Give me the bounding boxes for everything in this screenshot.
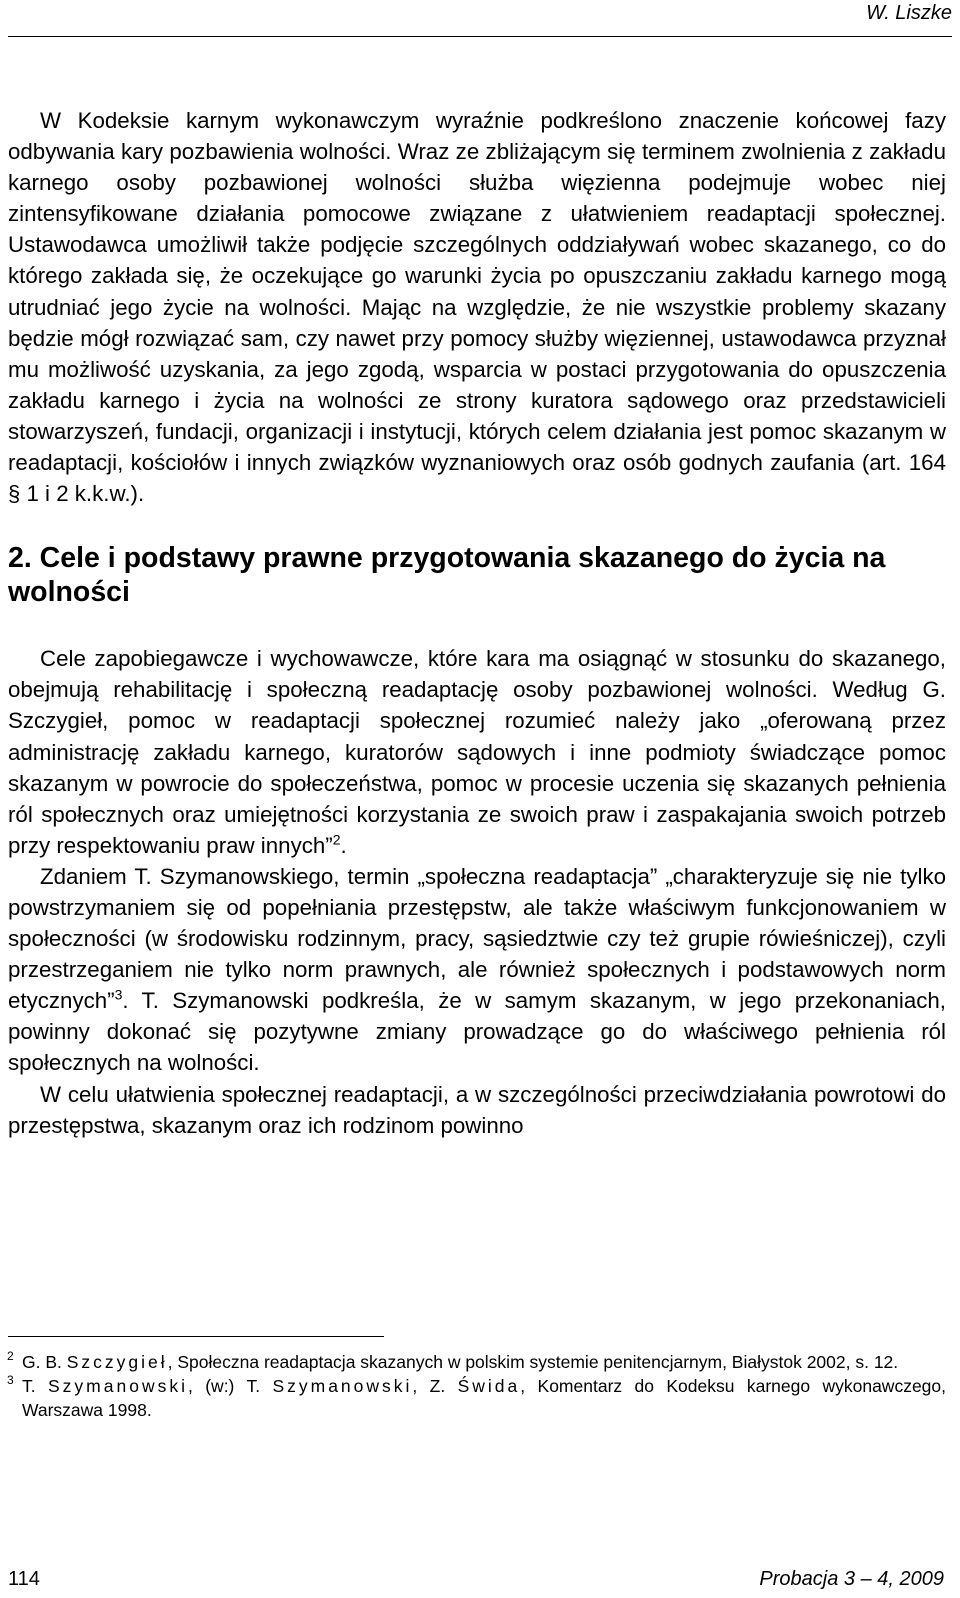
header-rule	[8, 36, 952, 37]
section-heading: 2. Cele i podstawy prawne przygotowania skazanego do życia na wolności	[8, 542, 886, 609]
main-text	[8, 105, 946, 1141]
paragraph-text: Cele zapobiegawcze i wychowawcze, które kara ma osiągnąć w stosunku do skazanego, obejmują rehabilitację i społeczną readaptację osoby pozbawionej wolności. Według G. Szczygieł, pomoc w readaptacji społecznej rozumieć należy jako „oferowaną przez administrację zakładu karnego, kuratorów sądowych i inne podmioty świadczące pomoc skazanym w powrocie do społeczeństwa, pomoc w procesie uczenia się skazanych pełnienia ról społecznych oraz umiejętności korzystania ze swoich praw i zaspakajania swoich potrzeb przy respektowaniu praw innych”	[8, 646, 946, 858]
footnote-text: T.	[22, 1376, 48, 1396]
footnote-number: 3	[7, 1373, 14, 1387]
footnote-text: , Komentarz do Kodeksu karnego wykonawczego, Warszawa 1998.	[22, 1376, 947, 1420]
footnote-author: Szymanowski	[48, 1376, 188, 1396]
paragraph-tail: .	[340, 832, 347, 858]
footnote-text: G. B.	[22, 1352, 67, 1372]
footnote-ref[interactable]: 2	[332, 831, 341, 848]
footnote-author: Świda	[457, 1376, 521, 1396]
footnote-author: Szczygieł	[66, 1352, 168, 1372]
paragraph-2	[8, 643, 946, 861]
running-header-author: W. Liszke	[866, 2, 952, 24]
paragraph-text: W celu ułatwienia społecznej readaptacji, a w szczególności przeciwdziałania powrotowi do przestępstwa, skazanym oraz ich rodzinom powinno	[8, 1081, 946, 1138]
footnotes	[8, 1350, 946, 1422]
footnote-author: Szymanowski	[272, 1376, 413, 1396]
journal-footer: Probacja 3 – 4, 2009	[759, 1568, 944, 1590]
paragraph-1	[8, 105, 946, 509]
paragraph-text: Zdaniem T. Szymanowskiego, termin „społeczna readaptacja” „charakteryzuje się nie tylko powstrzymaniem się od popełniania przestępstw, ale także właściwym funkcjonowaniem w społeczności (w środowisku rodzinnym, pracy, sąsiedztwie czy też grupie rówieśniczej), czyli przestrzeganiem nie tylko norm prawnych, ale również społecznych i podstawowych norm etycznych”	[8, 863, 946, 1014]
footnote-text: , Społeczna readaptacja skazanych w polskim systemie penitencjarnym, Białystok 2002, s. 12.	[167, 1352, 899, 1372]
footnote-number: 2	[7, 1349, 14, 1363]
paragraph-text: W Kodeksie karnym wykonawczym wyraźnie podkreślono znaczenie końcowej fazy odbywania kary pozbawienia wolności. Wraz ze zbliżającym się terminem zwolnienia z zakładu karnego osoby pozbawionej wolności służba więzienna podejmuje wobec niej zintensyfikowane działania pomocowe związane z ułatwieniem readaptacji społecznej. Ustawodawca umożliwił także podjęcie szczególnych oddziaływań wobec skazanego, co do którego zakłada się, że oczekujące go warunki życia po opuszczaniu zakładu karnego mogą utrudniać jego życie na wolności. Mając na względzie, że nie wszystkie problemy skazany będzie mógł rozwiązać sam, czy nawet przy pomocy służby więziennej, ustawodawca przyznał mu możliwość uzyskania, za jego zgodą, wsparcia w postaci przygotowania do opuszczenia zakładu karnego i życia na wolności ze strony kuratora sądowego oraz przedstawicieli stowarzyszeń, fundacji, organizacji i instytucji, których celem działania jest pomoc skazanym w readaptacji, kościołów i innych związków wyznaniowych oraz osób godnych zaufania (art. 164	[8, 108, 946, 476]
page-number: 114	[8, 1568, 40, 1590]
paragraph-tail: . T. Szymanowski podkreśla, że w samym skazanym, w jego przekonaniach, powinny dokonać się pozytywne zmiany prowadzące go do właściwego pełnienia ról społecznych na wolności.	[8, 988, 946, 1076]
page	[8, 0, 952, 1598]
footnote-2	[8, 1350, 946, 1374]
section-sign: §	[8, 481, 21, 507]
footnote-text: , Z.	[412, 1376, 458, 1396]
paragraph-3	[8, 861, 946, 1079]
footnote-ref[interactable]: 3	[114, 986, 123, 1003]
paragraph-4	[8, 1079, 946, 1141]
footnote-3	[8, 1374, 946, 1422]
footnote-rule	[8, 1336, 384, 1337]
paragraph-tail: 1 i 2 k.k.w.).	[20, 481, 145, 507]
footnote-text: , (w:) T.	[187, 1376, 273, 1396]
